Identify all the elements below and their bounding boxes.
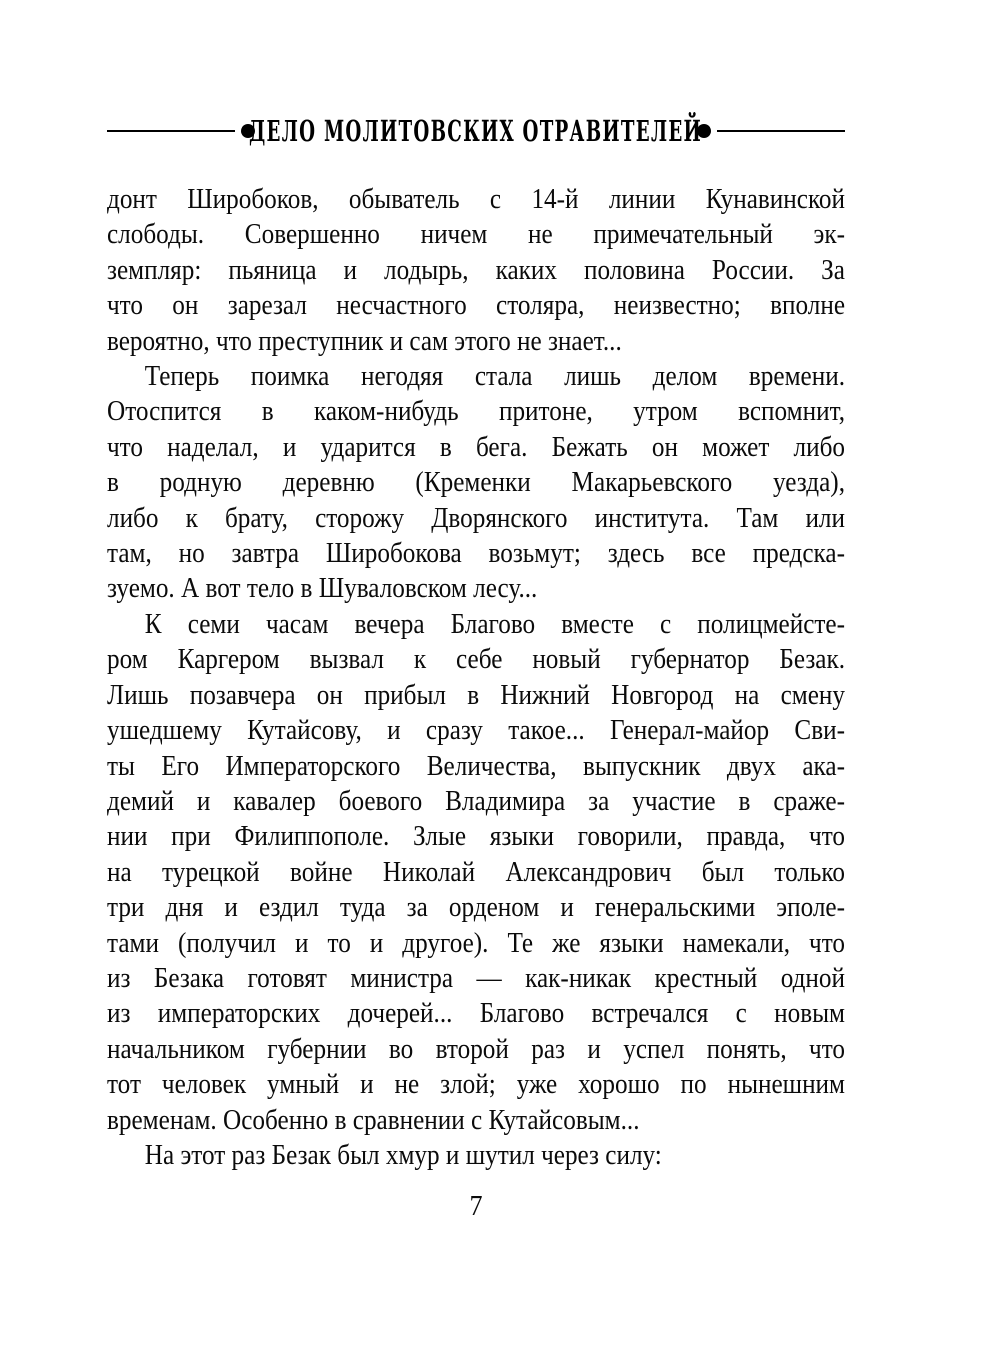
text-line: на турецкой войне Николай Александрович был только bbox=[107, 856, 845, 888]
text-line: демий и кавалер боевого Владимира за участие в сраже- bbox=[107, 785, 845, 817]
chapter-title: ДЕЛО МОЛИТОВСКИХ ОТРАВИТЕЛЕЙ bbox=[249, 114, 703, 148]
text-line: тами (получил и то и другое). Те же языки намекали, что bbox=[107, 927, 845, 959]
text-line: вероятно, что преступник и сам этого не знает... bbox=[107, 325, 622, 357]
header-rule-left bbox=[107, 130, 235, 132]
text-line: три дня и ездил туда за орденом и генеральскими эполе- bbox=[107, 892, 845, 924]
text-line: что наделал, и ударится в бега. Бежать он может либо bbox=[107, 431, 845, 463]
text-line: донт Широбоков, обыватель с 14-й линии Кунавинской bbox=[107, 184, 845, 215]
text-line: К семи часам вечера Благово вместе с полицмейсте- bbox=[144, 608, 846, 640]
text-line: из императорских дочерей... Благово встречался с новым bbox=[107, 998, 845, 1030]
text-line: ром Каргером вызвал к себе новый губернатор Безак. bbox=[107, 644, 845, 676]
header-title-wrap bbox=[249, 114, 703, 148]
text-line: ты Его Императорского Величества, выпускник двух ака- bbox=[107, 750, 845, 782]
running-head bbox=[107, 116, 845, 146]
page-number: 7 bbox=[469, 1190, 483, 1223]
text-line: в родную деревню (Кременки Макарьевского уезда), bbox=[107, 467, 845, 499]
text-line: что он зарезал несчастного столяра, неизвестно; вполне bbox=[107, 290, 845, 322]
text-line: слободы. Совершенно ничем не примечательный эк- bbox=[107, 219, 845, 251]
text-column bbox=[107, 182, 845, 1224]
text-line: временам. Особенно в сравнении с Кутайсовым... bbox=[107, 1104, 640, 1136]
text-line: зуемо. А вот тело в Шуваловском лесу... bbox=[107, 573, 538, 605]
text-line: начальником губернии во второй раз и успел понять, что bbox=[107, 1033, 845, 1065]
text-line: ушедшему Кутайсову, и сразу такое... Генерал-майор Сви- bbox=[107, 715, 845, 747]
text-line: земпляр: пьяница и лодырь, каких половина России. За bbox=[107, 254, 845, 286]
text-line: там, но завтра Широбокова возьмут; здесь все предска- bbox=[107, 538, 845, 570]
text-line: либо к брату, сторожу Дворянского института. Там или bbox=[107, 502, 845, 534]
text-line: Отоспится в каком-нибудь притоне, утром вспомнит, bbox=[107, 396, 845, 428]
text-line: нии при Филиппополе. Злые языки говорили, правда, что bbox=[107, 821, 845, 853]
text-line: На этот раз Безак был хмур и шутил через силу: bbox=[144, 1139, 662, 1171]
text-line: из Безака готовят министра — как-никак крестный одной bbox=[107, 962, 845, 994]
text-line: тот человек умный и не злой; уже хорошо по нынешним bbox=[107, 1069, 845, 1101]
paragraph bbox=[107, 359, 845, 607]
text-line: Теперь поимка негодяя стала лишь делом времени. bbox=[144, 361, 846, 393]
paragraph bbox=[107, 607, 845, 1138]
text-line: Лишь позавчера он прибыл в Нижний Новгород на смену bbox=[107, 679, 845, 711]
paragraph bbox=[107, 182, 845, 359]
paragraph bbox=[107, 1138, 845, 1173]
header-rule-right bbox=[717, 130, 845, 132]
